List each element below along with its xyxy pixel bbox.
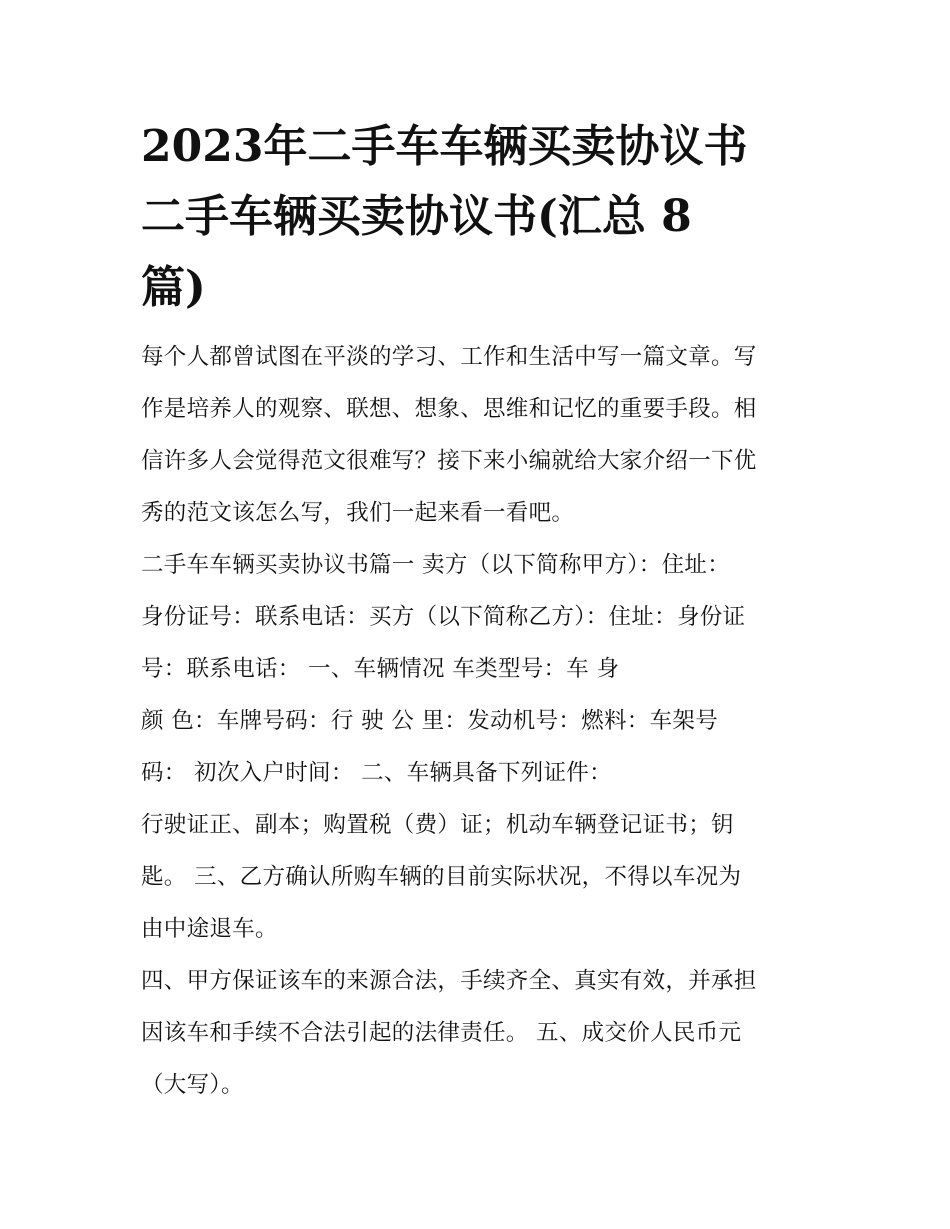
document-page bbox=[141, 112, 815, 1111]
document-title bbox=[141, 112, 815, 323]
text-line: 因该车和手续不合法引起的法律责任。 五、成交价人民币元 bbox=[141, 1020, 742, 1047]
title-line: 2023年二手车车辆买卖协议书 bbox=[141, 121, 748, 172]
text-line: 号：联系电话： 一、车辆情况 车类型号：车 身 bbox=[141, 656, 620, 683]
intro-paragraph bbox=[141, 331, 815, 539]
text-line: （大写）。 bbox=[141, 1072, 244, 1099]
text-line: 二手车车辆买卖协议书篇一 卖方（以下简称甲方）：住址： bbox=[141, 552, 731, 579]
text-line: 行驶证正、副本；购置税（费）证；机动车辆登记证书；钥 bbox=[141, 812, 734, 839]
title-line: 篇) bbox=[141, 261, 206, 313]
text-line: 四、甲方保证该车的来源合法，手续齐全、真实有效，并承担 bbox=[141, 968, 757, 995]
text-line: 秀的范文该怎么写，我们一起来看一看吧。 bbox=[141, 500, 575, 527]
documents-paragraph bbox=[141, 799, 815, 955]
title-line: 二手车辆买卖协议书(汇总 8 bbox=[141, 191, 692, 243]
text-line: 信许多人会觉得范文很难写？接下来小编就给大家介绍一下优 bbox=[141, 448, 757, 475]
text-line: 码： 初次入户时间： 二、车辆具备下列证件： bbox=[141, 760, 612, 787]
text-line: 每个人都曾试图在平淡的学习、工作和生活中写一篇文章。写 bbox=[141, 344, 757, 371]
document-body bbox=[141, 331, 815, 1111]
text-line: 身份证号：联系电话：买方（以下简称乙方）：住址：身份证 bbox=[141, 604, 746, 631]
guarantee-paragraph bbox=[141, 955, 815, 1111]
text-line: 匙。 三、乙方确认所购车辆的目前实际状况，不得以车况为 bbox=[141, 864, 742, 891]
text-line: 作是培养人的观察、联想、想象、思维和记忆的重要手段。相 bbox=[141, 396, 757, 423]
parties-paragraph bbox=[141, 539, 815, 799]
text-line: 颜 色：车牌号码：行 驶 公 里：发动机号：燃料：车架号 bbox=[141, 708, 719, 735]
text-line: 由中途退车。 bbox=[141, 916, 278, 943]
